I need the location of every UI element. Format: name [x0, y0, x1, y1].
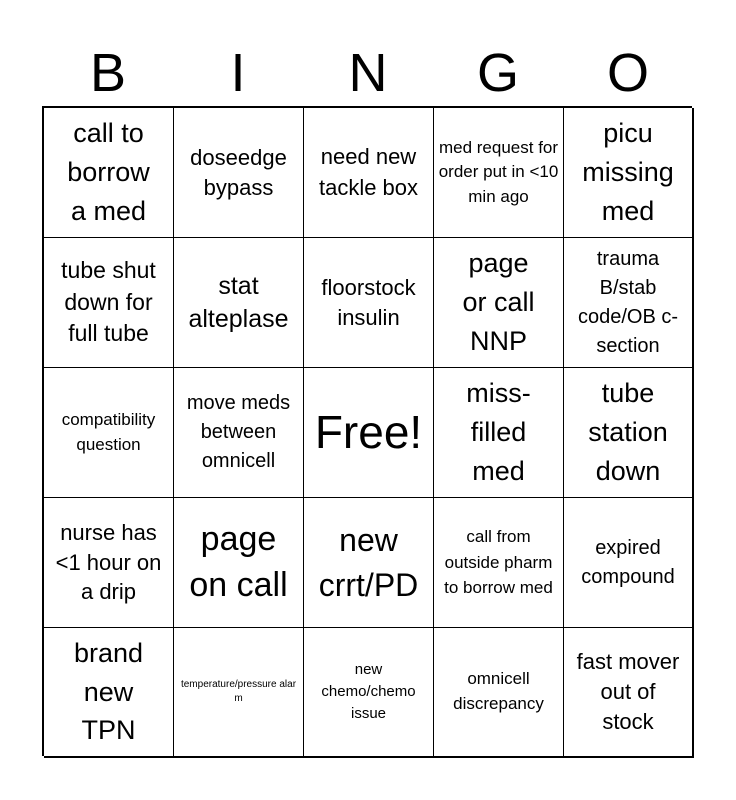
bingo-cell[interactable] [304, 498, 434, 628]
cell-text: doseedge bypass [190, 144, 287, 200]
bingo-cell[interactable] [434, 238, 564, 368]
bingo-cell[interactable] [434, 628, 564, 758]
cell-text: nurse has <1 hour on a drip [55, 519, 162, 605]
bingo-cell[interactable] [564, 238, 694, 368]
bingo-free-cell[interactable] [304, 368, 434, 498]
cell-text: expired compound [581, 536, 675, 588]
bingo-cell[interactable] [434, 108, 564, 238]
cell-text: compatibility question [61, 409, 156, 454]
bingo-header [43, 40, 693, 106]
bingo-cell[interactable] [564, 498, 694, 628]
bingo-cell[interactable] [44, 498, 174, 628]
cell-text: floorstock insulin [321, 274, 416, 330]
cell-text: move meds between omnicell [186, 392, 291, 472]
bingo-cell[interactable] [174, 108, 304, 238]
cell-text: tube shut down for full tube [61, 256, 156, 347]
bingo-cell[interactable] [564, 108, 694, 238]
cell-text: med request for order put in <10 min ago [438, 137, 559, 206]
cell-text: trauma B/stab code/OB c-section [577, 247, 679, 357]
bingo-cell[interactable] [44, 628, 174, 758]
cell-text: call from outside pharm to borrow med [444, 527, 553, 598]
bingo-cell[interactable] [304, 238, 434, 368]
cell-text: call to borrow a med [67, 118, 150, 226]
bingo-cell[interactable] [44, 108, 174, 238]
bingo-cell[interactable] [174, 368, 304, 498]
cell-text: miss-filled med [466, 378, 531, 486]
header-letter-n: N [348, 43, 388, 103]
bingo-cell[interactable] [564, 628, 694, 758]
bingo-cell[interactable] [434, 498, 564, 628]
header-letter-o: O [606, 43, 649, 103]
free-space-text: Free! [314, 406, 423, 459]
cell-text: omnicell discrepancy [453, 669, 544, 713]
bingo-board [42, 106, 692, 756]
cell-text: stat alteplase [188, 271, 289, 333]
cell-text: new chemo/chemo issue [321, 661, 416, 722]
bingo-cell[interactable] [564, 368, 694, 498]
header-letter-i: I [230, 43, 246, 103]
bingo-cell[interactable] [44, 368, 174, 498]
cell-text: page or call NNP [462, 248, 535, 356]
cell-text: new crrt/PD [318, 521, 419, 603]
bingo-cell[interactable] [174, 628, 304, 758]
bingo-cell[interactable] [174, 238, 304, 368]
header-letter-g: G [476, 43, 519, 103]
cell-text: tube station down [588, 378, 668, 486]
header-letter-b: B [89, 43, 127, 103]
bingo-cell[interactable] [174, 498, 304, 628]
bingo-cell[interactable] [304, 108, 434, 238]
cell-text: brand new TPN [73, 637, 144, 746]
cell-text: picu missing med [582, 118, 674, 226]
cell-text: need new tackle box [318, 143, 419, 200]
bingo-cell[interactable] [434, 368, 564, 498]
cell-text: page on call [189, 519, 288, 604]
cell-text: fast mover out of stock [576, 649, 680, 734]
cell-text: temperature/pressure alarm [180, 678, 297, 704]
bingo-cell[interactable] [44, 238, 174, 368]
bingo-cell[interactable] [304, 628, 434, 758]
